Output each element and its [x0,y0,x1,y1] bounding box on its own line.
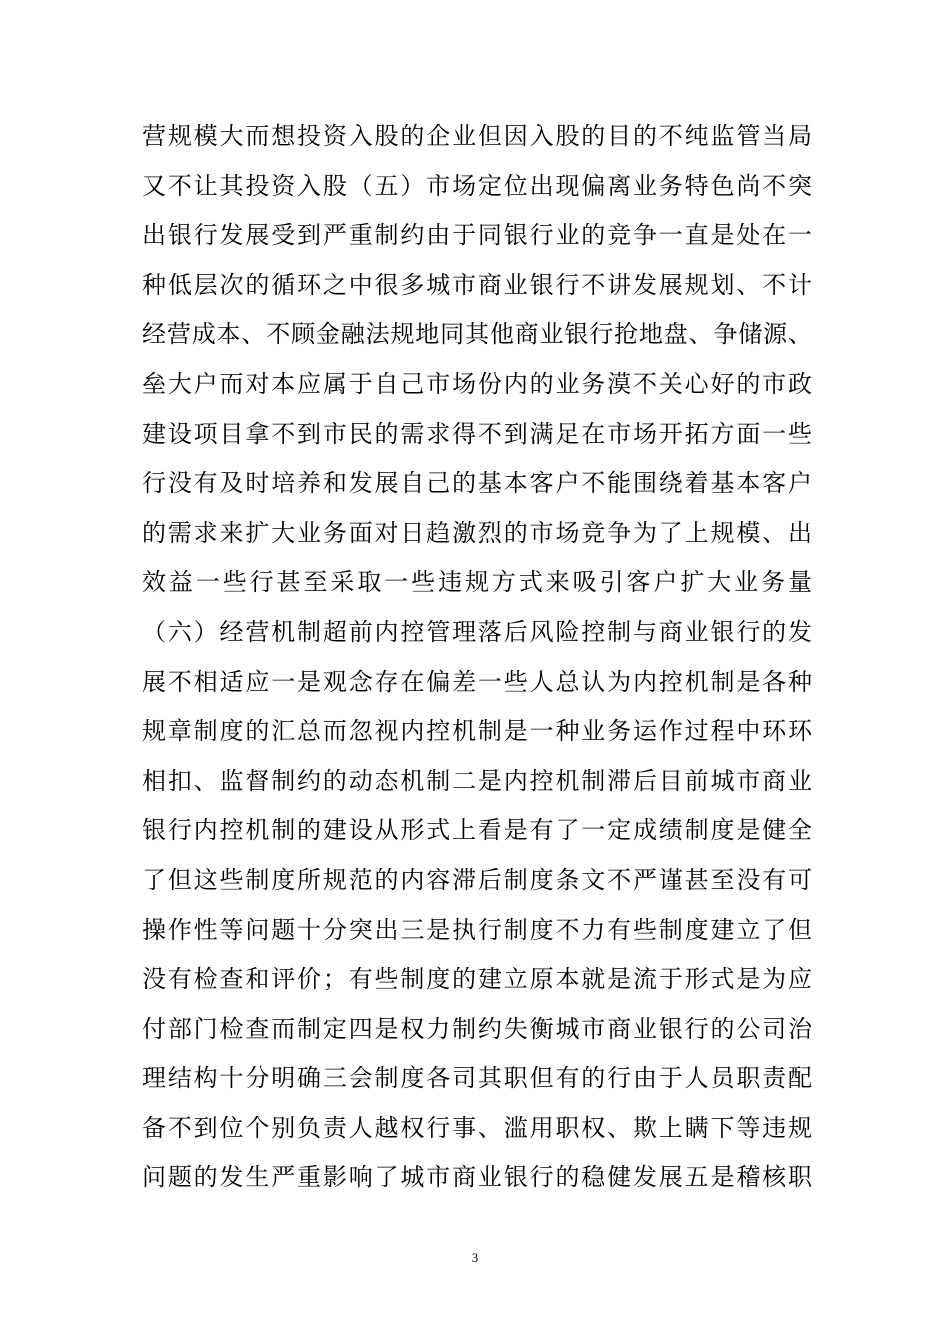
text-line: 展不相适应一是观念存在偏差一些人总认为内控机制是各种 [142,667,812,696]
text-line: 付部门检查而制定四是权力制约失衡城市商业银行的公司治 [142,1014,812,1043]
text-line: 经营成本、不顾金融法规地同其他商业银行抢地盘、争储源、 [142,320,812,349]
page-number: 3 [471,1250,479,1265]
text-line: （六）经营机制超前内控管理落后风险控制与商业银行的发 [142,617,812,646]
text-line: 备不到位个别负责人越权行事、滥用职权、欺上瞒下等违规 [142,1113,812,1142]
text-line: 建设项目拿不到市民的需求得不到满足在市场开拓方面一些 [142,419,812,448]
text-line: 理结构十分明确三会制度各司其职但有的行由于人员职责配 [142,1064,812,1093]
text-line: 了但这些制度所规范的内容滞后制度条文不严谨甚至没有可 [142,865,812,894]
text-line: 又不让其投资入股（五）市场定位出现偏离业务特色尚不突 [142,171,812,200]
text-line: 营规模大而想投资入股的企业但因入股的目的不纯监管当局 [142,122,812,150]
text-line: 没有检查和评价；有些制度的建立原本就是流于形式是为应 [142,965,812,994]
text-line: 银行内控机制的建设从形式上看是有了一定成绩制度是健全 [142,816,812,845]
text-line: 行没有及时培养和发展自己的基本客户不能围绕着基本客户 [142,469,812,498]
text-line: 问题的发生严重影响了城市商业银行的稳健发展五是稽核职 [142,1163,812,1192]
text-line: 规章制度的汇总而忽视内控机制是一种业务运作过程中环环 [142,717,812,746]
text-line: 出银行发展受到严重制约由于同银行业的竞争一直是处在一 [142,221,812,250]
text-line: 效益一些行甚至采取一些违规方式来吸引客户扩大业务量 [142,568,812,597]
body-text [142,112,812,1203]
text-line: 相扣、监督制约的动态机制二是内控机制滞后目前城市商业 [142,766,812,795]
text-line: 种低层次的循环之中很多城市商业银行不讲发展规划、不计 [142,270,812,299]
text-line: 的需求来扩大业务面对日趋激烈的市场竞争为了上规模、出 [142,518,812,547]
text-line: 垒大户而对本应属于自己市场份内的业务漠不关心好的市政 [142,369,812,398]
text-line: 操作性等问题十分突出三是执行制度不力有些制度建立了但 [142,915,812,944]
